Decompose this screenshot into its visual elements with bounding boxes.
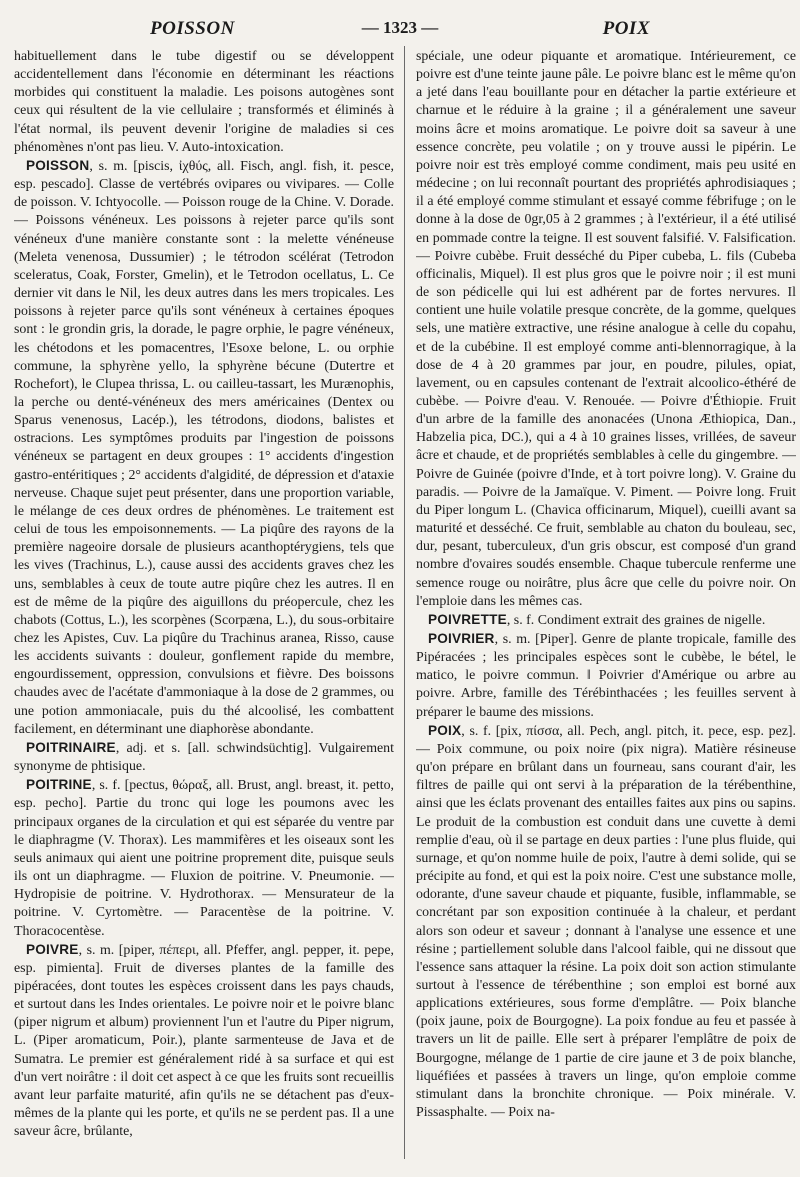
entry-text: adj. et s. [all. schwindsüchtig]. Vulgairement synonyme de phtisique. — [14, 740, 394, 775]
entry-poivre: POIVRE, s. m. [piper, πέπερι, all. Pfeffer, angl. pepper, it. pepe, esp. pimienta]. Fruit de diverses plantes de la famille des pipéracées, dont toutes les espèces croissent dans les pays chauds, et surtout dans les Indes orientales. Le poivre noir et le poivre blanc (piper nigrum et album) proviennent l'un et l'autre du Piper nigrum, L. (Piper aromaticum, Poir.), plante sarmenteuse de Java et de Sumatra. Le premier est généralement ridé à sa surface et qui est d'un vert noirâtre : il doit cet aspect à ce que les fruits sont recueillis avant leur parfaite maturité, afin qu'ils ne se détachent pas d'eux-mêmes de la plante qui les porte, et qu'ils ne se perdent pas. Il a une saveur âcre, brûlante, — [14, 941, 394, 1140]
entry-text: spéciale, une odeur piquante et aromatique. Intérieurement, ce poivre est d'une teinte jaune pâle. Le poivre blanc est le même qu'on a jeté dans l'eau bouillante pour en détacher la partie extérieure et charnue et le réduire à la graine ; il a généralement une saveur moins âcre et moins aromatique. Le poivre doit sa saveur à une essence concrète, peu volatile ; on y trouve aussi le pipérin. Le poivre noir est très employé comme condiment, mais peu usité en médecine ; on lui reconnaît pourtant des propriétés aphrodisiaques ; il a été employé comme stimulant et essayé comme fébrifuge ; on le donne à la dose de 0gr,05 à 2 grammes ; à l'extérieur, il a été utilisé en pommade contre la teigne. Il est souvent falsifié. V. Falsification. — Poivre cubèbe. Fruit desséché du Piper cubeba, L. fils (Cubeba officinalis, Miquel). Il est plus gros que le poivre noir ; il est muni de son pédicelle qui lui est adhérent par de fortes nervures. Il contient une huile volatile presque concrète, de la gomme, quelques sels, une matière extractive, une résine analogue à celle du copahu, et de la cubébine. Il est employé comme anti-blennorragique, à la dose de 4 à 20 grammes par jour, en poudre, pilules, opiat, lavement, ou en capsules contenant de l'extrait alcoolico-éthéré de cubèbe. — Poivre d'eau. V. Renouée. — Poivre d'Éthiopie. Fruit d'un arbre de la famille des anonacées (Unona Æthiopica, Dan., Habzelia pica, DC.), qui a 4 à 10 graines lisses, vrillées, de saveur âcre et chaude, et de propriétés semblables à celle du gingembre. — Poivre de Guinée (poivre d'Inde, et à tort poivre long). V. Graine du paradis. — Poivre de la Jamaïque. V. Piment. — Poivre long. Fruit du Piper longum L. (Chavica officinarum, Miquel), cueilli avant sa maturité et desséché. Ce fruit, semblable au chaton du bouleau, sec, dur, pesant, tuberculeux, d'un gris obscur, est composé d'un grand nombre d'ovaires soudés ensemble. Chaque tubercule renferme une semence rouge ou noirâtre, plus âcre que celle du poivre noir. On l'emploie dans les mêmes cas. — [416, 49, 796, 609]
entry-continuation — [416, 48, 796, 611]
entry-poisson: POISSON, s. m. [piscis, ἰχθύς, all. Fisch, angl. fish, it. pesce, esp. pescado]. Classe de vertébrés ovipares ou vivipares. — Colle de poisson. V. Ichtyocolle. — Poisson rouge de la Chine. V. Dorade. — Poissons vénéneux. Les poissons à rejeter parce qu'ils sont vénéneux d'une manière constante sont : la melette vénéneuse (Meleta venenosa, Dussumier) ; le tétrodon scélérat (Tetrodon sceleratus, Coak, Forster, Gmelin), et le Tetrodon ocellatus, L. Ce dernier vit dans le Nil, les deux autres dans les mers tropicales. Les poissons à rejeter parce qu'ils sont vénéneux à certaines époques sont : le grondin gris, la dorade, le pagre orphie, le pagre vénéneux, les chétodons et les pomacentres, l'Esoxe belone, L. ou orphie commune, la sphyrène yello, la sphyrène bécune (Dutertre et Rochefort), le Clupea thrissa, L. ou cailleu-tassart, les Murænophis, la perche ou denté-vénéneux des mers américaines (Dentex ou Sparus venenosus, Lacép.), les tétrodons, diodons, balistes et ostracions. Les symptômes produits par l'ingestion de poissons vénéneux se partagent en deux groupes : 1° accidents d'ingestion gastro-entéritiques ; 2° accidents d'algidité, de dépression et d'ataxie nerveuse. Chaque sujet peut présenter, dans une proportion variable, le mélange de ces deux ordres de phénomènes. Le traitement est celui de tous les empoisonnements. — La piqûre des rayons de la première nageoire dorsale de plusieurs acanthoptérygiens, tels que les vives (Trachinus, L.), cause aussi des accidents graves chez les uns, semblables à ceux de toute autre piqûre chez les autres. Il en est de même de la piqûre des aiguillons du préopercule, chez les chabots (Cottus, L.), les scorpènes (Scorpæna, L.), du sous-orbitaire chez les Apistes, Cuv. La piqûre du Trachinus aranea, Risso, cause les accidents suivants : douleur, gonflement rapide du membre, engourdissement, oppression, convulsions et fièvre. Des boissons chaudes avec de l'acétate d'ammoniaque à la dose de 2 grammes, ou une potion ammoniacale, puis du thé alcoolisé, les combattent facilement, en déterminant une diaphorèse abondante. — [14, 157, 394, 737]
right-column — [416, 48, 796, 1158]
entry-poix: POIX, s. f. [pix, πίσσα, all. Pech, angl. pitch, it. pece, esp. pez]. — Poix commune, ou poix noire (pix nigra). Matière résineuse qu'on prépare en brûlant dans un fourneau, sans courant d'air, les filtres de paille qui ont servi à la préparation de la térébenthine, ainsi que les éclats provenant des entailles faites aux pins ou sapins. Le produit de la combustion est conduit dans une cuvette à demi remplie d'eau, où il se partage en deux parties : l'une plus fluide, qui surnage, et qu'on nomme huile de poix, l'autre à demi solide, qui se précipite au fond, et qui est la poix noire. C'est une substance molle, odorante, d'une saveur chaude et piquante, fusible, inflammable, se concrétant par son exposition continuée à la chaleur, et perdant alors son odeur et saveur ; donnant à l'analyse une essence et une résine ; partiellement soluble dans l'alcool faible, qui ne dissout que l'essence sans attaquer la résine. La poix doit son action stimulante surtout à l'essence de térébenthine ; son emploi est borné aux applications extérieures, sous forme d'emplâtre. — Poix blanche (poix jaune, poix de Bourgogne). La poix fondue au feu et passée à travers un lit de paille. Elle sert à préparer l'emplâtre de poix de Bourgogne, mélange de 1 partie de cire jaune et 3 de poix blanche, liquéfiées et passées à travers un linge, qu'on emploie comme stimulant dans la bronchite chronique. — Poix minérale. V. Pissasphalte. — Poix na- — [416, 722, 796, 1121]
entry-poivrier: POIVRIER, s. m. [Piper]. Genre de plante tropicale, famille des Pipéracées ; les principales espèces sont le cubèbe, le bétel, le matico, le poivre commun. ‖ Poivrier d'Amérique ou arbre au poivre. Arbre, famille des Térébinthacées ; les feuilles servent à préparer le baume des missions. — [416, 631, 796, 720]
entry-text: s. m. [piper, πέπερι, all. Pfeffer, angl. pepper, it. pepe, esp. pimienta]. Fruit de diverses plantes de la famille des pipéracées, dont toutes les espèces croissent dans les pays chauds, et surtout dans les Indes orientales. Le poivre noir et le poivre blanc (piper nigrum et album) proviennent l'un et l'autre du Piper nigrum, L. (Piper aromaticum, Poir.), plante sarmenteuse de Java et de Sumatra. Le premier est généralement ridé à sa surface et qui est d'un vert noirâtre : il doit cet aspect à ce que les fruits sont recueillis avant leur parfaite maturité, afin qu'ils ne se détachent pas d'eux-mêmes de la plante qui les porte, et qu'ils ne se perdent pas. Il a une saveur âcre, brûlante, — [14, 942, 394, 1140]
left-column — [14, 48, 394, 1158]
entry-headword: POIVRIER — [428, 631, 495, 646]
entry-headword: POITRINE — [26, 777, 92, 793]
entry-text: s. m. [Piper]. Genre de plante tropicale, famille des Pipéracées ; les principales espèces sont le cubèbe, le bétel, le matico, le poivre commun. ‖ Poivrier d'Amérique ou arbre au poivre. Arbre, famille des Térébinthacées ; les feuilles servent à préparer le baume des missions. — [416, 632, 796, 720]
entry-text: s. f. Condiment extrait des graines de nigelle. — [513, 612, 766, 628]
entry-poitrinaire: POITRINAIRE, adj. et s. [all. schwindsüchtig]. Vulgairement synonyme de phtisique. — [14, 739, 394, 775]
column-divider — [404, 46, 405, 1159]
entry-text: s. f. [pix, πίσσα, all. Pech, angl. pitch, it. pece, esp. pez]. — Poix commune, ou poix noire (pix nigra). Matière résineuse qu'on prépare en brûlant dans un fourneau, sans courant d'air, les filtres de paille qui ont servi à la préparation de la térébenthine, ainsi que les éclats provenant des entailles faites aux pins ou sapins. Le produit de la combustion est conduit dans une cuvette à demi remplie d'eau, où il se partage en deux parties : l'une plus fluide, qui surnage, et qu'on nomme huile de poix, l'autre à demi solide, qui se précipite au fond, et qui est la poix noire. C'est une substance molle, odorante, d'une saveur chaude et piquante, fusible, inflammable, se concrétant par son exposition continuée à la chaleur, et perdant alors son odeur et saveur ; donnant à l'analyse une essence et une résine ; partiellement soluble dans l'alcool faible, qui ne dissout que l'essence sans attaquer la résine. La poix doit son action stimulante surtout à l'essence de térébenthine ; son emploi est borné aux applications extérieures, sous forme d'emplâtre. — Poix blanche (poix jaune, poix de Bourgogne). La poix fondue au feu et passée à travers un lit de paille. Elle sert à préparer l'emplâtre de poix de Bourgogne, mélange de 1 partie de cire jaune et 3 de poix blanche, liquéfiées et passées à travers un linge, qu'on emploie comme stimulant dans la bronchite chronique. — Poix minérale. V. Pissasphalte. — Poix na- — [416, 723, 796, 1121]
entry-text: s. m. [piscis, ἰχθύς, all. Fisch, angl. fish, it. pesce, esp. pescado]. Classe de vertébrés ovipares ou vivipares. — Colle de poisson. V. Ichtyocolle. — Poisson rouge de la Chine. V. Dorade. — Poissons vénéneux. Les poissons à rejeter parce qu'ils sont vénéneux d'une manière constante sont : la melette vénéneuse (Meleta venenosa, Dussumier) ; le tétrodon scélérat (Tetrodon sceleratus, Coak, Forster, Gmelin), et le Tetrodon ocellatus, L. Ce dernier vit dans le Nil, les deux autres dans les mers tropicales. Les poissons à rejeter parce qu'ils sont vénéneux à certaines époques sont : le grondin gris, la dorade, le pagre orphie, le pagre vénéneux, les chétodons et les pomacentres, l'Esoxe belone, L. ou orphie commune, la sphyrène yello, la sphyrène bécune (Dutertre et Rochefort), le Clupea thrissa, L. ou cailleu-tassart, les Murænophis, la perche ou denté-vénéneux des mers américaines (Dentex ou Sparus venenosus, Lacép.), les tétrodons, diodons, balistes et ostracions. Les symptômes produits par l'ingestion de poissons vénéneux se partagent en deux groupes : 1° accidents d'ingestion gastro-entéritiques ; 2° accidents d'algidité, de dépression et d'ataxie nerveuse. Chaque sujet peut présenter, dans une proportion variable, le mélange de ces deux ordres de phénomènes. Le traitement est celui de tous les empoisonnements. — La piqûre des rayons de la première nageoire dorsale de plusieurs acanthoptérygiens, tels que les vives (Trachinus, L.), cause aussi des accidents graves chez les uns, semblables à ceux de toute autre piqûre chez les autres. Il en est de même de la piqûre des aiguillons du préopercule, chez les chabots (Cottus, L.), les scorpènes (Scorpæna, L.), du sous-orbitaire chez les Apistes, Cuv. La piqûre du Trachinus aranea, Risso, cause les accidents suivants : douleur, gonflement rapide du membre, engourdissement, oppression, convulsions et fièvre. Des boissons chaudes avec de l'acétate d'ammoniaque à la dose de 2 grammes, ou une potion ammoniacale, puis du thé alcoolisé, les combattent facilement, en déterminant une diaphorèse abondante. — [14, 158, 394, 737]
entry-headword: POIVRE — [26, 941, 79, 957]
header-right-word: POIX — [602, 18, 650, 39]
entry-headword: POITRINAIRE — [26, 739, 116, 755]
entry-poitrine: POITRINE, s. f. [pectus, θώραξ, all. Brust, angl. breast, it. petto, esp. pecho]. Partie du tronc qui loge les poumons avec les principaux organes de la circulation et qui est séparée du ventre par le diaphragme (V. Thorax). Les mammifères et les oiseaux sont les seuls animaux qui aient une poitrine proprement dite, puisque seuls ils ont un diaphragme. — Fluxion de poitrine. V. Pneumonie. — Hydropisie de poitrine. V. Hydrothorax. — Mensurateur de la poitrine. V. Cyrtomètre. — Paracentèse de la poitrine. V. Thoracocentèse. — [14, 777, 394, 939]
entry-headword: POIX — [428, 722, 462, 738]
entry-poivrette: POIVRETTE, s. f. Condiment extrait des graines de nigelle. — [428, 611, 766, 628]
entry-text: s. f. [pectus, θώραξ, all. Brust, angl. breast, it. petto, esp. pecho]. Partie du tronc qui loge les poumons avec les principaux organes de la circulation et qui est séparée du ventre par le diaphragme (V. Thorax). Les mammifères et les oiseaux sont les seuls animaux qui aient une poitrine proprement dite, puisque seuls ils ont un diaphragme. — Fluxion de poitrine. V. Pneumonie. — Hydropisie de poitrine. V. Hydrothorax. — Mensurateur de la poitrine. V. Cyrtomètre. — Paracentèse de la poitrine. V. Thoracocentèse. — [14, 778, 394, 939]
header-left-word: POISSON — [150, 18, 235, 39]
entry-text: habituellement dans le tube digestif ou se développent accidentellement dans l'économie en déterminant les réactions morbides qui constituent la maladie. Les poisons autogènes sont ceux qui résultent de la vie cellulaire ; transformés et éliminés à l'état normal, ils peuvent devenir l'origine de maladies si ces phénomènes n'ont pas lieu. V. Auto-intoxication. — [14, 49, 394, 155]
entry-headword: POISSON — [26, 157, 90, 173]
entry-headword: POIVRETTE — [428, 611, 507, 627]
page-number: — 1323 — — [361, 18, 439, 37]
running-header — [0, 14, 800, 42]
entry-continuation — [14, 48, 394, 157]
